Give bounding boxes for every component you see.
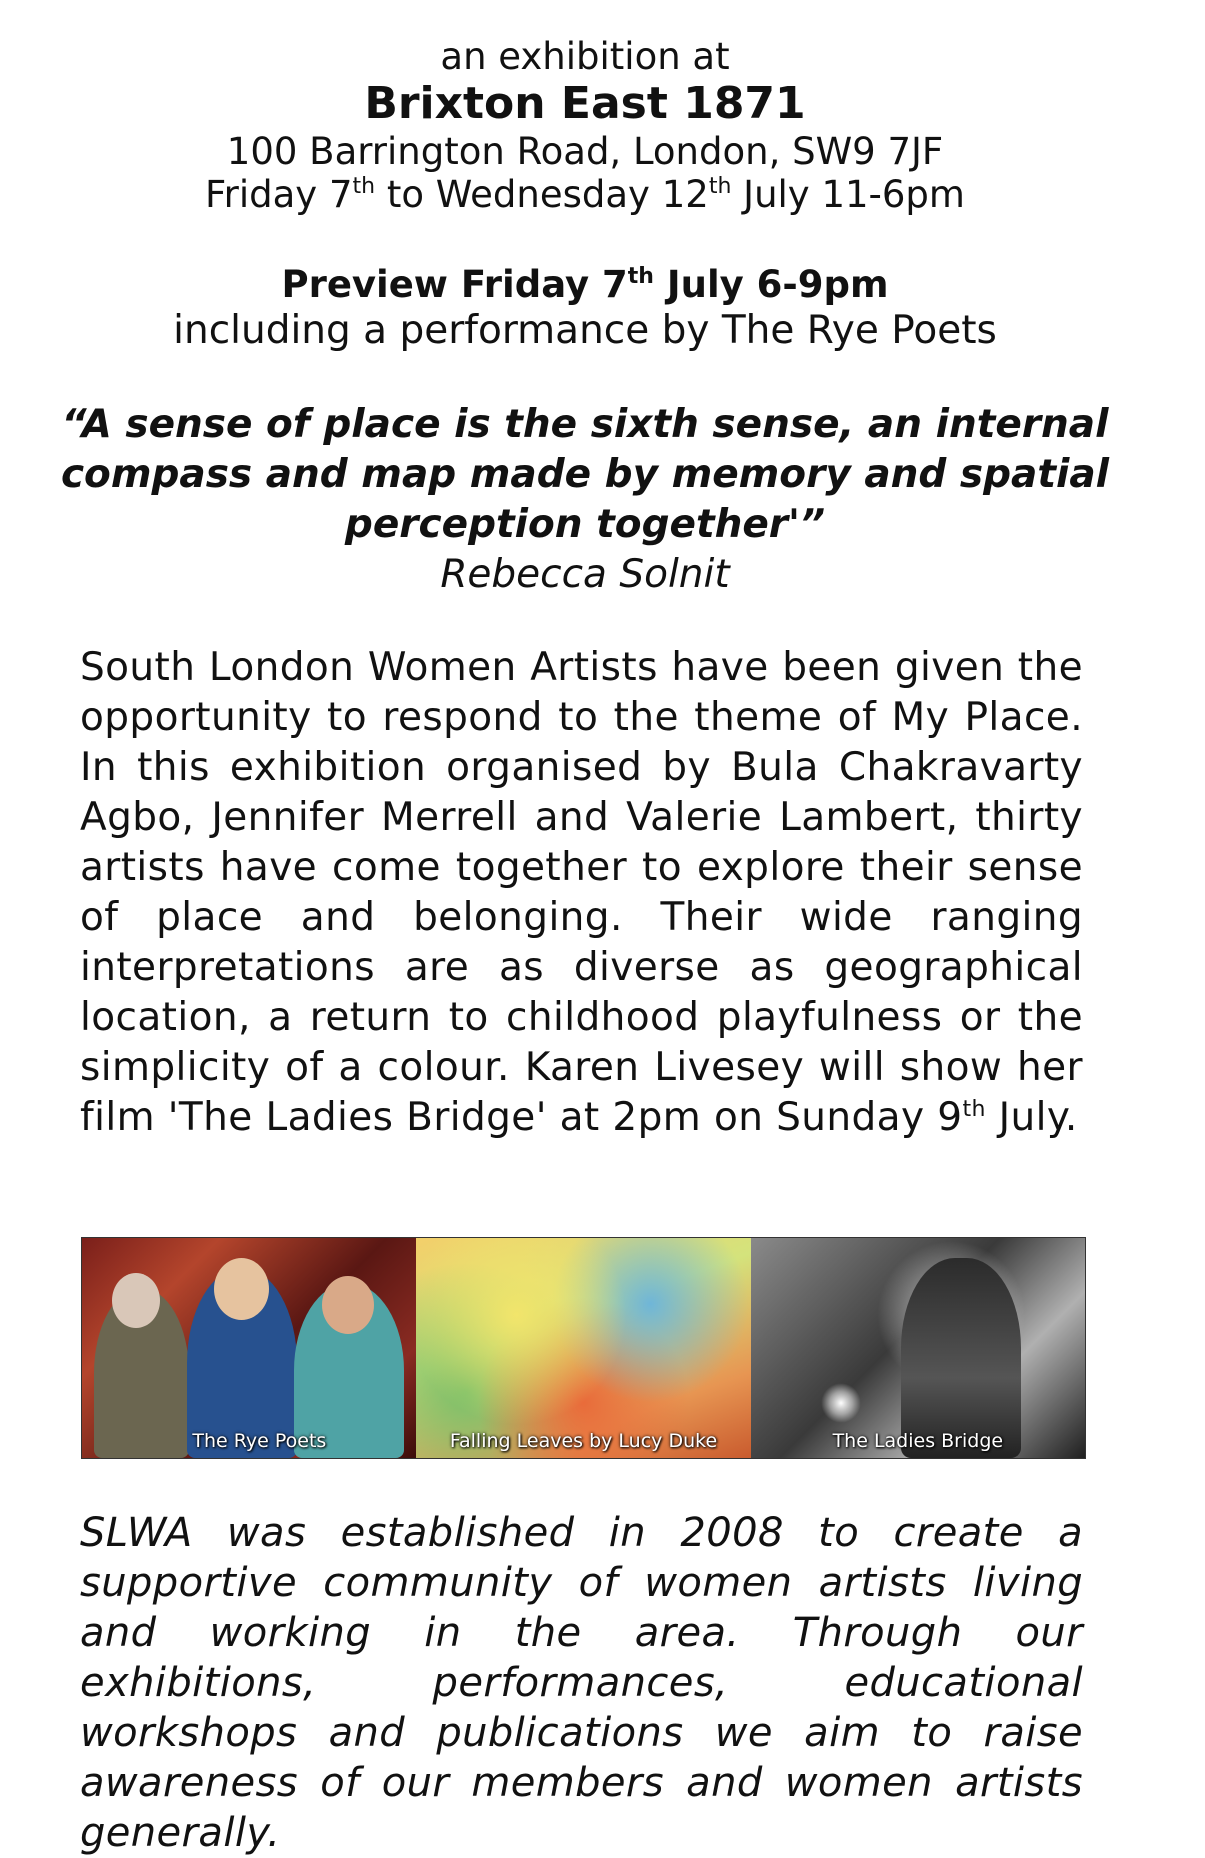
dates-middle: to Wednesday 12 [375,173,709,216]
caption-rye-poets: The Rye Poets [192,1430,327,1452]
performance-note: including a performance by The Rye Poets [173,308,997,353]
welder-figure [901,1258,1021,1458]
preview-suffix: July 6-9pm [653,263,889,306]
venue-address: 100 Barrington Road, London, SW9 7JF [226,130,944,173]
rye-poets-photo [82,1238,416,1458]
exhibition-description [80,643,1083,1143]
quote-text: “A sense of place is the sixth sense, an internal compass and map made by memory and spatial perception together'” [60,402,1110,547]
quote-block [60,400,1110,600]
ladies-bridge-photo [751,1238,1085,1458]
dates-sup-1: th [352,174,376,199]
venue-name: Brixton East 1871 [364,78,806,129]
description-end: July. [985,1095,1078,1140]
poet-head [214,1258,269,1320]
welding-spark [821,1383,861,1423]
image-gallery [81,1237,1086,1459]
poet-head [322,1276,374,1334]
falling-leaves-painting [416,1238,750,1458]
poet-head [112,1273,160,1328]
dates-start: Friday 7 [205,173,353,216]
description-sup: th [962,1097,986,1122]
preview-block [0,262,1170,354]
quote-author: Rebecca Solnit [440,552,730,597]
caption-ladies-bridge: The Ladies Bridge [832,1430,1004,1452]
preview-sup: th [627,264,654,289]
preview-prefix: Preview Friday 7 [281,263,628,306]
dates-sup-2: th [708,174,732,199]
exhibition-header [0,36,1170,216]
intro-text: an exhibition at [440,35,730,78]
caption-falling-leaves: Falling Leaves by Lucy Duke [449,1430,718,1452]
dates-end: July 11-6pm [731,173,965,216]
description-main: South London Women Artists have been given the opportunity to respond to the theme of My Place. In this exhibition organised by Bula Chakravarty Agbo, Jennifer Merrell and Valerie Lambert, thirty artists have come together to explore their sense of place and belonging. Their wide ranging interpretations are as diverse as geographical location, a return to childhood playfulness or the simplicity of a colour. Karen Livesey will show her film 'The Ladies Bridge' at 2pm on Sunday 9 [80,645,1083,1140]
exhibition-dates [0,173,1170,216]
about-slwa: SLWA was established in 2008 to create a supportive community of women artists living and working in the area. Through our exhibitions, performances, educational workshops and publications we aim to raise awareness of our members and women artists generally. [80,1510,1083,1856]
preview-date [0,262,1170,308]
